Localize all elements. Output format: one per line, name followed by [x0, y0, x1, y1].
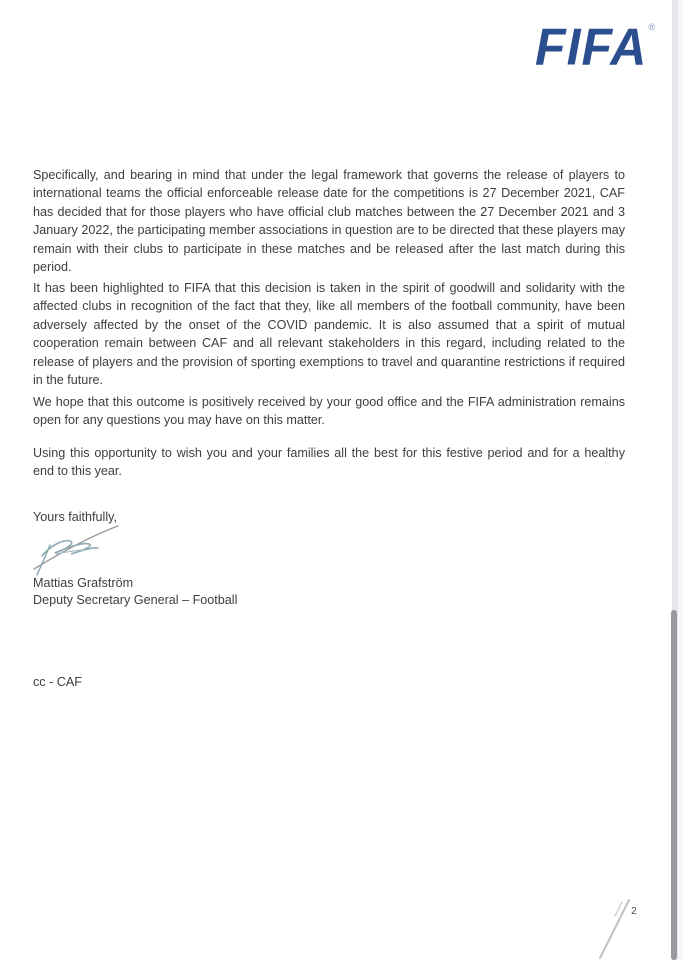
letter-paragraph: We hope that this outcome is positively received by your good office and the FIFA administration remains open for any questions you may have on this matter. [33, 395, 625, 428]
signatory-name: Mattias Grafström [33, 576, 134, 590]
closing-salutation: Yours faithfully, [33, 510, 118, 524]
page-edge-gutter [678, 0, 683, 960]
fifa-logo-text: FIFA [535, 17, 648, 77]
page-number: 2 [631, 905, 637, 917]
letter-paragraph: It has been highlighted to FIFA that this decision is taken in the spirit of goodwill and solidarity with the affected clubs in recognition of the fact that they, like all members of the football community, have been adversely affected by the onset of the COVID pandemic. It is also assumed that a spirit of mutual cooperation remain between CAF and all relevant stakeholders in this regard, including related to the release of players and the provision of sporting exemptions to travel and quarantine restrictions if required in the future. [33, 281, 625, 388]
letter-paragraph: Specifically, and bearing in mind that under the legal framework that governs the release of players to international teams the official enforceable release date for the competitions is 27 December 2021, CAF has decided that for those players who have official club matches between the 27 December 2021 and 3 January 2022, the participating member associations in question are to be directed that these players may remain with their clubs to participate in these matches and be released after the last match during this period. [33, 168, 625, 275]
scrollbar-thumb[interactable] [671, 610, 677, 960]
page-slash-mark [592, 896, 654, 960]
fifa-logo [535, 17, 655, 77]
page-number-mark [592, 896, 654, 960]
signatory-title: Deputy Secretary General – Football [33, 593, 238, 607]
cc-line: cc - CAF [33, 675, 82, 689]
registered-trademark-mark: ® [648, 22, 655, 32]
letter-paragraph: Using this opportunity to wish you and your families all the best for this festive period and for a healthy end to this year. [33, 446, 625, 479]
signature-scribble [30, 521, 125, 576]
